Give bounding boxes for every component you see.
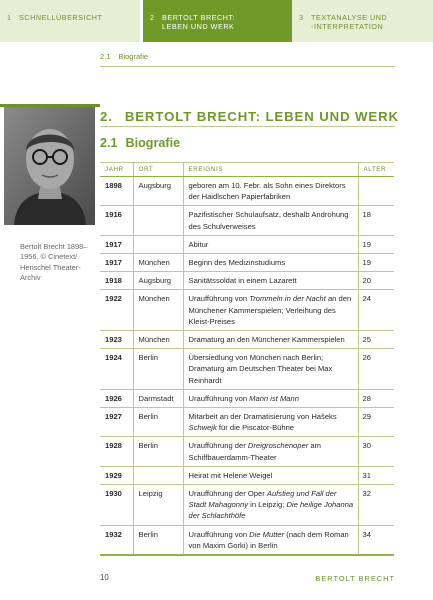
event-text-segment: Trommeln in der Nacht (249, 294, 326, 304)
nav-tab-number: 2 (150, 13, 155, 22)
table-row (100, 389, 394, 407)
cell-age: 34 (358, 525, 394, 555)
event-text-segment: Die heilige Johanna der Schlachthöfe (188, 500, 354, 521)
column-header-age: ALTER (358, 163, 394, 177)
cell-event (183, 349, 358, 390)
cell-place: Leipzig (133, 485, 183, 526)
event-text-segment: Übersiedlung von München nach Berlin; Dramaturg am Deutschen Theater bei Max Reinhardt (188, 353, 333, 385)
cell-age: 25 (358, 331, 394, 349)
section-title-number: 2.1 (100, 136, 118, 150)
event-text-segment: Dreigroschenoper (247, 441, 309, 451)
event-text-segment: Uraufführung von (188, 529, 250, 539)
cell-event (183, 254, 358, 272)
event-text-segment: Heirat mit Helene Weigel (188, 470, 273, 480)
nav-tab-number: 3 (299, 13, 304, 22)
event-text-segment: Uraufführung von (188, 393, 250, 403)
cell-year: 1917 (100, 235, 133, 253)
table-row (100, 349, 394, 390)
event-text-segment: Mann ist Mann (249, 393, 299, 403)
table-row (100, 206, 394, 235)
event-text-segment: Aufstieg und Fall der Stadt Mahagonny (188, 489, 337, 510)
event-text-segment: für die Piscator-Bühne (216, 423, 295, 433)
column-header-year: JAHR (100, 163, 133, 177)
divider (100, 66, 395, 67)
cell-year: 1929 (100, 466, 133, 484)
cell-age (358, 177, 394, 206)
section-title-text: Biografie (125, 136, 181, 150)
nav-tab-label: TEXTANALYSE UND -INTERPRETATION (311, 13, 388, 31)
cell-age: 28 (358, 389, 394, 407)
table-row (100, 254, 394, 272)
nav-tab-3[interactable] (292, 0, 433, 42)
cell-year: 1898 (100, 177, 133, 206)
cell-place: Berlin (133, 525, 183, 555)
cell-place: München (133, 254, 183, 272)
cell-year: 1916 (100, 206, 133, 235)
cell-event (183, 290, 358, 331)
cell-event (183, 466, 358, 484)
table-row (100, 466, 394, 484)
cell-year: 1932 (100, 525, 133, 555)
cell-year: 1922 (100, 290, 133, 331)
cell-age: 24 (358, 290, 394, 331)
biography-table-body (100, 177, 394, 556)
cell-age: 29 (358, 408, 394, 437)
cell-year: 1928 (100, 437, 133, 466)
nav-tab-label: BERTOLT BRECHT: LEBEN UND WERK (162, 13, 236, 31)
table-row (100, 331, 394, 349)
cell-event (183, 437, 358, 466)
table-row (100, 235, 394, 253)
cell-event (183, 206, 358, 235)
cell-age: 19 (358, 254, 394, 272)
column-header-event: EREIGNIS (183, 163, 358, 177)
cell-year: 1923 (100, 331, 133, 349)
cell-year: 1926 (100, 389, 133, 407)
cell-age: 19 (358, 235, 394, 253)
cell-age: 32 (358, 485, 394, 526)
cell-year: 1924 (100, 349, 133, 390)
cell-place: Berlin (133, 437, 183, 466)
event-text-segment: Uraufführung der Oper (188, 489, 267, 499)
page-number: 10 (100, 573, 109, 582)
cell-age: 31 (358, 466, 394, 484)
section-number: 2.1 (100, 52, 111, 61)
biography-table (100, 162, 394, 556)
chapter-title-text: BERTOLT BRECHT: LEBEN UND WERK (124, 109, 399, 124)
cell-age: 30 (358, 437, 394, 466)
cell-year: 1917 (100, 254, 133, 272)
cell-year: 1918 (100, 272, 133, 290)
table-row (100, 177, 394, 206)
table-row (100, 408, 394, 437)
event-text-segment: am Schiffbauerdamm-Theater (188, 441, 321, 462)
event-text-segment: Mitarbeit an der Dramatisierung von Hašeks (188, 412, 337, 422)
event-text-segment: Sanitätssoldat in einem Lazarett (188, 276, 297, 286)
chapter-number: 2. (100, 109, 113, 124)
cell-age: 20 (358, 272, 394, 290)
cell-place: Berlin (133, 349, 183, 390)
cell-place: Darmstadt (133, 389, 183, 407)
cell-place (133, 466, 183, 484)
cell-place (133, 235, 183, 253)
chapter-navigation (0, 0, 433, 42)
table-row (100, 290, 394, 331)
table-row (100, 525, 394, 555)
event-text-segment: Beginn des Medizinstudiums (188, 258, 286, 268)
event-text-segment: an den Münchener Kammerspielen; Verleihung des Kleist-Preises (188, 294, 352, 326)
event-text-segment: Uraufführung der (188, 441, 248, 451)
portrait-photo (4, 107, 95, 225)
nav-tab-label: SCHNELLÜBERSICHT (19, 13, 103, 22)
event-text-segment: geboren am 10. Febr. als Sohn eines Direktors der Haidlschen Papierfabriken (188, 181, 346, 202)
cell-year: 1927 (100, 408, 133, 437)
cell-event (183, 525, 358, 555)
cell-event (183, 235, 358, 253)
event-text-segment: (nach dem Roman von Maxim Gorki) in Berlin (188, 529, 349, 550)
cell-place: Augsburg (133, 177, 183, 206)
nav-tab-1[interactable] (0, 0, 140, 42)
event-text-segment: in Leipzig; (248, 500, 287, 510)
event-text-segment: Abitur (188, 239, 209, 249)
cell-event (183, 177, 358, 206)
section-subheader (100, 52, 148, 61)
column-header-place: ORT (133, 163, 183, 177)
running-footer: BERTOLT BRECHT (315, 574, 395, 583)
event-text-segment: Pazifistischer Schulaufsatz, deshalb Androhung des Schulverweises (188, 210, 349, 231)
event-text-segment: Schwejk (188, 423, 217, 433)
nav-tab-2-active[interactable] (143, 0, 292, 42)
event-text-segment: Die Mutter (249, 529, 285, 539)
nav-tab-number: 1 (7, 13, 12, 22)
cell-event (183, 272, 358, 290)
chapter-title (100, 109, 399, 124)
section-title (100, 136, 180, 150)
portrait-illustration (4, 107, 95, 225)
photo-caption: Bertolt Brecht 1898–1956, © Cinetext/ Henschel Theater-Archiv (20, 242, 88, 283)
cell-event (183, 485, 358, 526)
table-row (100, 485, 394, 526)
table-header-row (100, 163, 394, 177)
table-row (100, 272, 394, 290)
section-label: Biografie (118, 52, 149, 61)
cell-place: Augsburg (133, 272, 183, 290)
cell-age: 18 (358, 206, 394, 235)
cell-year: 1930 (100, 485, 133, 526)
divider (100, 126, 395, 127)
cell-place: Berlin (133, 408, 183, 437)
cell-age: 26 (358, 349, 394, 390)
cell-event (183, 331, 358, 349)
table-row (100, 437, 394, 466)
event-text-segment: Uraufführung von (188, 294, 250, 304)
cell-place: München (133, 331, 183, 349)
cell-place (133, 206, 183, 235)
event-text-segment: Dramaturg an den Münchener Kammerspielen (188, 335, 345, 345)
cell-place: München (133, 290, 183, 331)
cell-event (183, 389, 358, 407)
cell-event (183, 408, 358, 437)
